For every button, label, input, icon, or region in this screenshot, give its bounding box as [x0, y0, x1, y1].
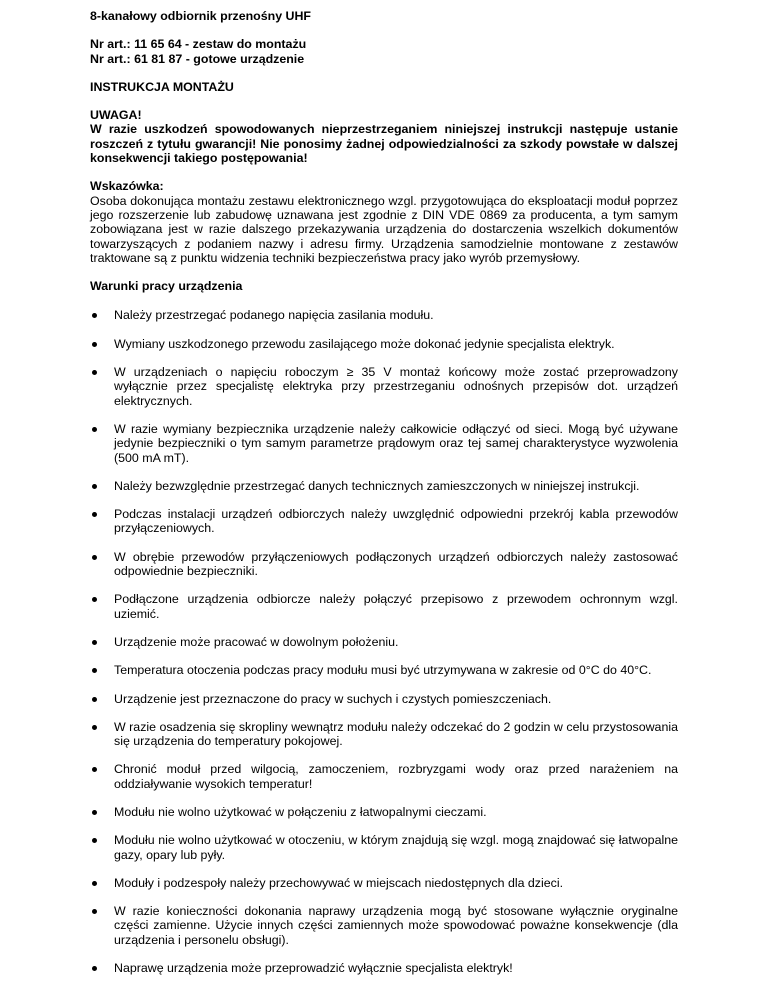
section-heading: INSTRUKCJA MONTAŻU — [90, 79, 234, 94]
document-title: 8-kanałowy odbiornik przenośny UHF — [90, 9, 311, 23]
bullet-icon — [92, 838, 97, 843]
list-item-text: Modułu nie wolno użytkować w otoczeniu, w którym znajdują się wzgl. mogą znajdować się łatwopalne gazy, opary lub pyły. — [114, 833, 678, 862]
bullet-icon — [92, 342, 97, 347]
warning-title: UWAGA! — [90, 108, 142, 123]
list-item-text: Wymiany uszkodzonego przewodu zasilającego może dokonać jedynie specjalista elektryk. — [114, 336, 615, 351]
list-item — [90, 308, 678, 322]
list-item — [90, 833, 678, 862]
conditions-list — [90, 308, 678, 975]
list-item-text: W razie konieczności dokonania naprawy urządzenia mogą być stosowane wyłącznie oryginalne części zamienne. Użycie innych części zamiennych może spowodować poważne konsekwencje (dla urządzenia i personelu obsługi). — [114, 904, 678, 947]
list-item-text: Należy przestrzegać podanego napięcia zasilania modułu. — [114, 308, 434, 323]
list-item — [90, 365, 678, 408]
bullet-icon — [92, 767, 97, 772]
list-item-text: W razie osadzenia się skropliny wewnątrz modułu należy odczekać do 2 godzin w celu przystosowania się urządzenia do temperatury pokojowej. — [114, 719, 678, 749]
list-item-text: W obrębie przewodów przyłączeniowych podłączonych urządzeń odbiorczych należy zastosować odpowiednie bezpieczniki. — [114, 549, 678, 579]
hint-title: Wskazówka: — [90, 179, 164, 194]
bullet-icon — [92, 555, 97, 560]
warning-text: W razie uszkodzeń spowodowanych nieprzestrzeganiem niniejszej instrukcji następuje ustanie roszczeń z tytułu gwarancji! Nie ponosimy żadnej odpowiedzialności za szkody powstałe w dalszej konsekwencji takiego postępowania! — [90, 122, 678, 166]
list-item — [90, 904, 678, 947]
list-item-text: Należy bezwzględnie przestrzegać danych technicznych zamieszczonych w niniejszej instrukcji. — [114, 478, 640, 493]
list-item — [90, 550, 678, 579]
list-item — [90, 337, 678, 351]
list-item-text: Naprawę urządzenia może przeprowadzić wyłącznie specjalista elektryk! — [114, 961, 513, 976]
conditions-heading: Warunki pracy urządzenia — [90, 279, 243, 294]
bullet-icon — [92, 697, 97, 702]
bullet-icon — [92, 966, 97, 971]
list-item-text: Podczas instalacji urządzeń odbiorczych należy uwzględnić odpowiedni przekrój kabla przewodów przyłączeniowych. — [114, 507, 678, 536]
list-item-text: Chronić moduł przed wilgocią, zamoczeniem, rozbryzgami wody oraz przed narażeniem na oddziaływanie wysokich temperatur! — [114, 762, 678, 791]
list-item-text: Moduły i podzespoły należy przechowywać w miejscach niedostępnych dla dzieci. — [114, 875, 564, 890]
list-item — [90, 507, 678, 536]
list-item-text: W razie wymiany bezpiecznika urządzenie należy całkowicie odłączyć od sieci. Mogą być używane jedynie bezpieczniki o tym samym parametrze prądowym oraz tej samej charakterystyce wyzwolenia (500 mA mT). — [114, 421, 678, 465]
list-item — [90, 422, 678, 465]
list-item-text: Urządzenie jest przeznaczone do pracy w suchych i czystych pomieszczeniach. — [114, 691, 552, 706]
bullet-icon — [92, 427, 97, 432]
bullet-icon — [92, 881, 97, 886]
list-item — [90, 876, 678, 890]
list-item — [90, 720, 678, 749]
bullet-icon — [92, 640, 97, 645]
list-item — [90, 762, 678, 791]
bullet-icon — [92, 668, 97, 673]
bullet-icon — [92, 725, 97, 730]
bullet-icon — [92, 909, 97, 914]
list-item-text: Urządzenie może pracować w dowolnym położeniu. — [114, 634, 399, 649]
list-item — [90, 805, 678, 819]
list-item — [90, 692, 678, 706]
list-item — [90, 663, 678, 677]
bullet-icon — [92, 313, 97, 318]
bullet-icon — [92, 512, 97, 517]
article-number-device: Nr art.: 61 81 87 - gotowe urządzenie — [90, 51, 305, 66]
list-item — [90, 592, 678, 621]
bullet-icon — [92, 597, 97, 602]
list-item — [90, 479, 678, 493]
hint-text: Osoba dokonująca montażu zestawu elektronicznego wzgl. przygotowująca do eksploatacji moduł poprzez jego rozszerzenie lub zabudowę uznawana jest zgodnie z DIN VDE 0869 za producenta, a tym samym zobowiązana jest w razie dalszego przekazywania urządzenia do dostarczenia wszelkich dokumentów towarzyszących z podaniem nazwy i adresu firmy. Urządzenia samodzielnie montowane z zestawów traktowane są z punktu widzenia techniki bezpieczeństwa pracy jako wyrób przemysłowy. — [90, 193, 678, 265]
list-item-text: Podłączone urządzenia odbiorcze należy połączyć przepisowo z przewodem ochronnym wzgl. uziemić. — [114, 592, 678, 621]
bullet-icon — [92, 484, 97, 489]
list-item-text: W urządzeniach o napięciu roboczym ≥ 35 V montaż końcowy może zostać przeprowadzony wyłącznie przez specjalistę elektryka przy przestrzeganiu odnośnych przepisów dot. urządzeń elektrycznych. — [114, 365, 678, 408]
article-number-kit: Nr art.: 11 65 64 - zestaw do montażu — [90, 37, 307, 52]
list-item-text: Modułu nie wolno użytkować w połączeniu z łatwopalnymi cieczami. — [114, 804, 487, 819]
bullet-icon — [92, 370, 97, 375]
bullet-icon — [92, 810, 97, 815]
list-item — [90, 635, 678, 649]
list-item-text: Temperatura otoczenia podczas pracy modułu musi być utrzymywana w zakresie od 0°C do 40°C. — [114, 663, 652, 678]
list-item — [90, 961, 678, 975]
